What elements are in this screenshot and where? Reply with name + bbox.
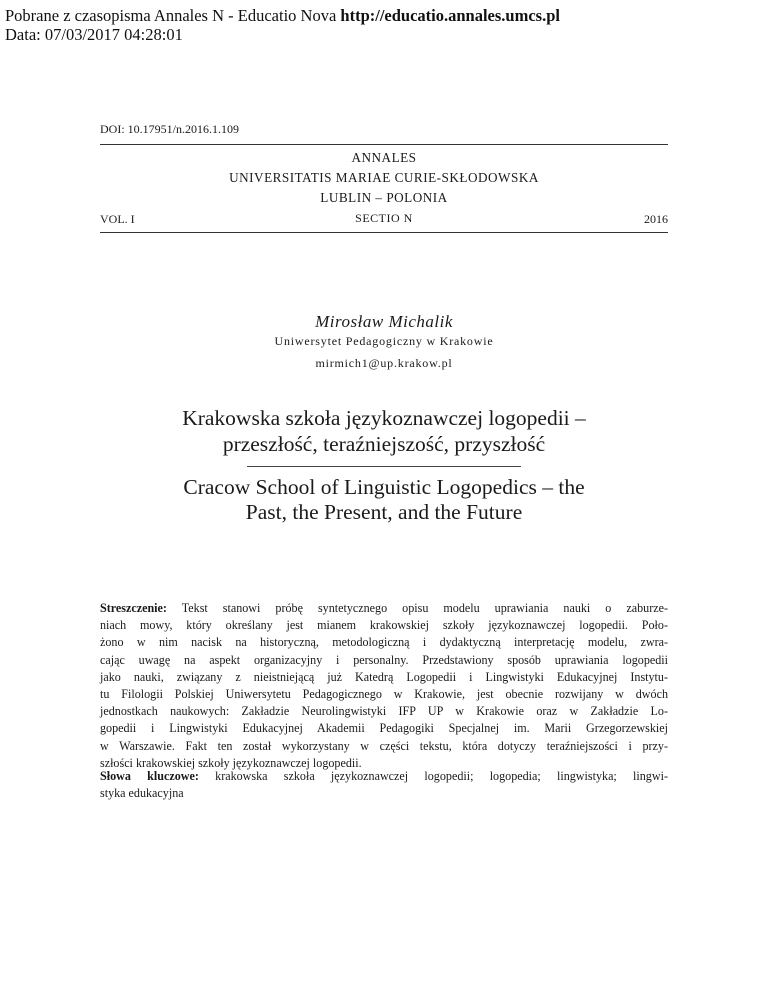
abstract-line: żono w nim nacisk na historyczną, metodologiczną i dydaktyczną interpretację modelu, zwra- (100, 635, 668, 650)
abstract-label: Streszczenie: (100, 601, 167, 615)
author-email: mirmich1@up.krakow.pl (315, 356, 453, 370)
keywords-line (100, 768, 668, 785)
year: 2016 (644, 212, 668, 226)
title-english-line2: Past, the Present, and the Future (245, 500, 523, 524)
abstract-line: jako nauki, związany z nieistniejącą już Katedrą Logopedii i Lingwistyki Edukacyjnej Instytu- (100, 669, 668, 684)
keywords (100, 768, 668, 802)
abstract-line: w Warszawie. Fakt ten został wykorzystany w części tekstu, która dotyczy teraźniejszości i przy- (100, 738, 668, 753)
abstract-text: Tekst stanowi próbę syntetycznego opisu modelu uprawiania nauki o zaburze- (166, 601, 668, 615)
abstract-line: jednostkach naukowych: Zakładzie Neurolingwistyki IFP UP w Krakowie oraz w Zakładzie Lo- (100, 704, 668, 719)
abstract-line: cając uwagę na aspekt organizacyjny i personalny. Przedstawiony sposób uprawiania logopedii (100, 652, 668, 667)
download-header (5, 6, 560, 44)
author-affiliation: Uniwersytet Pedagogiczny w Krakowie (274, 334, 494, 348)
journal-url-link[interactable]: http://educatio.annales.umcs.pl (340, 6, 560, 25)
journal-place: LUBLIN – POLONIA (320, 190, 448, 205)
author-name: Mirosław Michalik (315, 312, 453, 331)
volume: VOL. I (100, 212, 135, 226)
doi: DOI: 10.17951/n.2016.1.109 (100, 122, 239, 136)
abstract-line: niach mowy, który określany jest mianem krakowskiej szkoły językoznawczej logopedii. Poło- (100, 618, 668, 633)
abstract-line: tu Filologii Polskiej Uniwersytetu Pedagogicznego w Krakowie, jest obecnie rozwijany w dwóch (100, 687, 668, 702)
abstract-line: szłości krakowskiej szkoły językoznawczej logopedii. (100, 755, 362, 770)
keywords-label: Słowa kluczowe: (100, 769, 199, 783)
masthead-bottom-rule (100, 232, 668, 233)
abstract (100, 600, 668, 772)
download-source-line (5, 6, 560, 25)
title-polish (0, 405, 768, 457)
top-rule (100, 144, 668, 145)
journal-name-line1: ANNALES (351, 150, 417, 165)
keywords-line: styka edukacyjna (100, 786, 184, 801)
journal-name-line2: UNIVERSITATIS MARIAE CURIE-SKŁODOWSKA (229, 170, 539, 185)
title-divider (247, 466, 521, 467)
title-english-line1: Cracow School of Linguistic Logopedics – the (183, 475, 585, 499)
title-polish-line1: Krakowska szkoła językoznawczej logopedii – (182, 406, 586, 430)
title-english (0, 475, 768, 525)
title-polish-line2: przeszłość, teraźniejszość, przyszłość (222, 432, 546, 456)
keywords-text: krakowska szkoła językoznawczej logopedii; logopedia; lingwistyka; lingwi- (198, 769, 668, 783)
download-date: Data: 07/03/2017 04:28:01 (5, 25, 183, 44)
journal-section: SECTIO N (355, 211, 413, 225)
abstract-line (100, 600, 668, 617)
abstract-line: gopedii i Lingwistyki Edukacyjnej Akademii Pedagogiki Specjalnej im. Marii Grzegorzewskiej (100, 721, 668, 736)
download-source-text: Pobrane z czasopisma Annales N - Educatio Nova (5, 6, 341, 25)
